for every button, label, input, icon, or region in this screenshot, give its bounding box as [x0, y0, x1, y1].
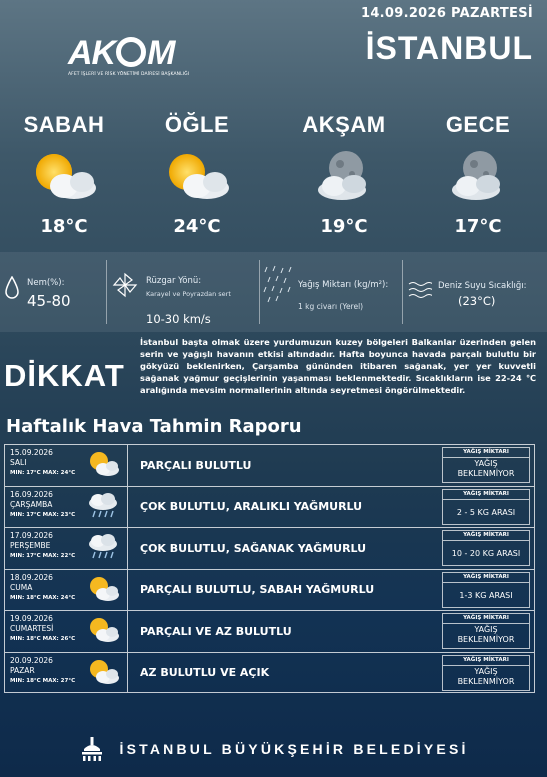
date-cell [5, 653, 128, 693]
rain-cloud-icon [85, 532, 121, 562]
sun-cloud-icon [85, 449, 121, 479]
rain-cell [442, 613, 530, 649]
row-description: PARÇALI BULUTLU, SABAH YAĞMURLU [140, 583, 375, 597]
sea-temp-label: Deniz Suyu Sıcaklığı: [438, 281, 527, 291]
wind-speed: 10-30 km/s [146, 312, 211, 326]
weekly-table [4, 444, 535, 693]
period-noon [137, 112, 257, 237]
ibb-logo-icon [78, 735, 106, 763]
rain-amount: 1 kg civarı (Yerel) [298, 302, 364, 311]
rain-cell [442, 489, 530, 525]
wind-direction: Karayel ve Poyrazdan sert [146, 290, 231, 298]
sun-cloud-icon [85, 574, 121, 604]
row-minmax: MIN: 17°C MAX: 24°C [10, 470, 76, 476]
logo-word: AK M [68, 34, 175, 72]
sun-cloud-icon [24, 146, 104, 206]
humidity-label: Nem(%): [27, 278, 65, 288]
row-day: ÇARŞAMBA [10, 499, 53, 509]
rain-value: 1-3 KG ARASI [459, 590, 513, 600]
period-name: ÖĞLE [164, 112, 230, 137]
period-temp: 24°C [173, 216, 221, 237]
rain-cell [442, 655, 530, 691]
weekly-title: Haftalık Hava Tahmin Raporu [6, 416, 302, 437]
rain-label: Yağış Miktarı (kg/m²): [298, 280, 389, 290]
period-night [418, 112, 538, 237]
period-name: AKŞAM [302, 112, 386, 137]
akom-logo [68, 34, 190, 77]
rain-cell [442, 447, 530, 483]
rain-value-2: BEKLENMİYOR [457, 635, 515, 644]
table-row [4, 610, 535, 652]
rain-header: YAĞIŞ MİKTARI [443, 448, 529, 458]
sun-cloud-icon [157, 146, 237, 206]
rain-header: YAĞIŞ MİKTARI [443, 490, 529, 500]
table-row [4, 486, 535, 528]
rain-drops-icon [262, 264, 296, 304]
rain-header: YAĞIŞ MİKTARI [443, 573, 529, 583]
period-morning [4, 112, 124, 237]
table-row [4, 527, 535, 569]
sun-cloud-icon [85, 657, 121, 687]
table-row [4, 444, 535, 486]
divider [259, 260, 260, 324]
date-cell [5, 570, 128, 611]
period-temp: 18°C [40, 216, 88, 237]
row-minmax: MIN: 18°C MAX: 26°C [10, 636, 76, 642]
date-cell [5, 611, 128, 652]
rain-value: YAĞIŞ [474, 459, 498, 468]
divider [106, 260, 107, 324]
row-day: CUMA [10, 582, 33, 592]
row-minmax: MIN: 17°C MAX: 23°C [10, 511, 76, 518]
rain-value: YAĞIŞ [474, 625, 498, 634]
rain-value: 10 - 20 KG ARASI [451, 549, 521, 558]
row-day: SALI [10, 458, 27, 467]
row-date: 18.09.2026 [10, 572, 53, 582]
rain-header: YAĞIŞ MİKTARI [443, 531, 529, 541]
row-day: PERŞEMBE [10, 541, 51, 550]
table-row [4, 652, 535, 694]
row-minmax: MIN: 17°C MAX: 22°C [10, 553, 76, 559]
period-temp: 19°C [320, 216, 368, 237]
footer-text: İSTANBUL BÜYÜKŞEHİR BELEDİYESİ [119, 741, 469, 757]
pinwheel-icon [112, 272, 138, 298]
moon-cloud-icon [438, 146, 518, 206]
rain-value: 2 - 5 KG ARASI [456, 507, 516, 517]
date-cell [5, 528, 128, 569]
sun-cloud-icon [85, 615, 121, 645]
table-row [4, 569, 535, 611]
row-description: PARÇALI VE AZ BULUTLU [140, 624, 292, 638]
row-description: PARÇALI BULUTLU [140, 458, 252, 472]
period-temp: 17°C [454, 216, 502, 237]
wind-label: Rüzgar Yönü: [146, 276, 202, 286]
row-minmax: MIN: 18°C MAX: 27°C [10, 677, 76, 684]
logo-subtitle: AFET İŞLERİ VE RİSK YÖNETİMİ DAİRESİ BAŞKANLIĞI [68, 72, 190, 77]
moon-cloud-icon [304, 146, 384, 206]
date-cell [5, 487, 128, 528]
period-name: GECE [445, 112, 511, 137]
sea-temp-value: (23°C) [458, 294, 496, 308]
rain-value-2: BEKLENMİYOR [457, 469, 515, 478]
rain-value: YAĞIŞ [474, 666, 498, 676]
row-minmax: MIN: 18°C MAX: 24°C [10, 594, 76, 601]
row-description: AZ BULUTLU VE AÇIK [140, 665, 270, 679]
rain-header: YAĞIŞ MİKTARI [443, 614, 529, 624]
waves-icon [408, 280, 432, 300]
row-date: 19.09.2026 [10, 614, 53, 623]
row-description: ÇOK BULUTLU, ARALIKLI YAĞMURLU [140, 500, 363, 514]
period-name: SABAH [23, 112, 105, 137]
rain-value-2: BEKLENMİYOR [457, 676, 515, 686]
date-cell [5, 445, 128, 486]
row-description: ÇOK BULUTLU, SAĞANAK YAĞMURLU [140, 541, 367, 555]
droplet-icon [4, 276, 20, 300]
row-day: CUMARTESİ [10, 624, 54, 633]
row-date: 20.09.2026 [10, 655, 53, 665]
city-title: İSTANBUL [365, 30, 533, 66]
period-evening [284, 112, 404, 237]
row-date: 17.09.2026 [10, 531, 53, 540]
row-date: 16.09.2026 [10, 489, 53, 499]
rain-header: YAĞIŞ MİKTARI [443, 656, 529, 666]
rain-cloud-icon [85, 491, 121, 521]
divider [402, 260, 403, 324]
rain-cell [442, 572, 530, 608]
warning-title: DİKKAT [4, 358, 125, 393]
warning-text: İstanbul başta olmak üzere yurdumuzun kuzey bölgeleri Balkanlar üzerinden gelen serin ve yağışlı havanın etkisi altındadır. Hafta boyunca havada parçalı bulutlu bir gökyüzü beklenirken, Çarşamba gününden itibaren sağanak, yer yer kuvvetli sağanak yağmur geçişlerinin yaşanması beklenmektedir. Sıcaklıkların ise 22-24 ℃ aralığında mevsim normallerinin altında seyretmesi öngörülmektedir. [140, 337, 536, 395]
row-day: PAZAR [10, 665, 35, 675]
humidity-value: 45-80 [27, 292, 71, 310]
rain-cell [442, 530, 530, 566]
row-date: 15.09.2026 [10, 448, 53, 457]
report-date: 14.09.2026 PAZARTESİ [360, 6, 533, 21]
footer [0, 735, 547, 763]
